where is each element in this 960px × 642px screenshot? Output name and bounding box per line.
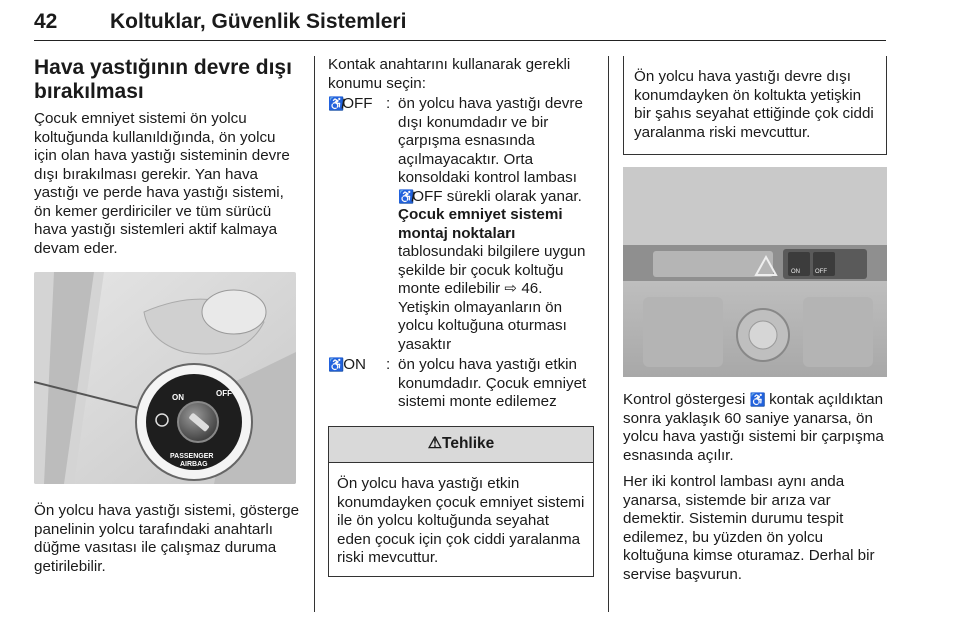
console-label-on: ON: [791, 269, 800, 275]
off-description-1: ön yolcu hava yastığı devre dışı konumdadır ve bir çarpışma esnasında açılmayacaktır. Orta konsoldaki kontrol lambası: [398, 95, 583, 186]
intro-paragraph: Çocuk emniyet sistemi ön yolcu koltuğunda kullanıldığında, ön yolcu için olan hava yastığı sisteminin devre dışı bırakılması gerekir. Yan hava yastığı ve perde hava yastığı sistemi, ön kemer gerdiriciler ve tüm sürücü hava yastığı sistemleri aktif kalmaya devam eder.: [34, 110, 290, 257]
photo-label-off: OFF: [216, 389, 232, 398]
indicator-text-a: Kontrol göstergesi: [623, 391, 746, 408]
column-divider-1: [314, 56, 315, 612]
page-number: 42: [34, 10, 58, 33]
indicator-paragraph: [623, 391, 887, 465]
column-2: [328, 56, 594, 577]
column-divider-2: [608, 56, 609, 612]
airbag-off-icon-inline: ♿̸: [398, 188, 413, 204]
page-ref-icon: ⇨: [504, 280, 518, 297]
console-indicator-photo: [623, 167, 887, 377]
photo-label-passenger: PASSENGER: [170, 453, 214, 460]
page-header: [34, 6, 886, 41]
off-page-ref: 46. Yetişkin olmayanların ön yolcu koltuğuna oturması yasaktır: [398, 280, 567, 353]
child-restraint-table-ref: Çocuk emniyet sistemi montaj noktaları: [398, 206, 563, 242]
malfunction-paragraph: Her iki kontrol lambası aynı anda yanarsa, sistemde bir arıza var demektir. Sistemin durumu tespit edilemez, bu yüzden ön yolcu koltuğuna kimse oturamaz. Derhal bir servise başvurun.: [623, 473, 875, 583]
off-description-2: OFF sürekli olarak yanar.: [412, 187, 582, 205]
definition-on: ♿ON : ön yolcu hava yastığı etkin konumdadır. Çocuk emniyet sistemi monte edilemez: [328, 356, 594, 412]
column-3: [623, 56, 887, 592]
airbag-on-icon: ♿: [328, 357, 344, 372]
position-lead: Kontak anahtarını kullanarak gerekli konumu seçin:: [328, 56, 571, 92]
danger-heading: [329, 427, 593, 464]
danger-text: Ön yolcu hava yastığı etkin konumdayken çocuk emniyet sistemi ile ön yolcu koltuğunda seyahat eden çocuk için çok ciddi yaralanma riski mevcuttur.: [337, 475, 585, 566]
photo-label-on: ON: [172, 393, 184, 402]
definition-off: ♿̸OFF : ön yolcu hava yastığı devre dışı konumdadır ve bir çarpışma esnasında açılmayacaktır. Orta konsoldaki kontrol lambası ♿̸OFF sürekli olarak yanar. Çocuk emniyet sistemi montaj noktaları tablosundaki bilgilere uygun şekilde bir çocuk koltuğu monte edilebilir ⇨ 46. Yetişkin olmayanların ön yolcu koltuğuna oturması yasaktır: [328, 95, 586, 353]
danger-title: Tehlike: [442, 434, 495, 452]
page-title: Koltuklar, Güvenlik Sistemleri: [110, 10, 407, 33]
airbag-off-icon: ♿̸: [328, 96, 343, 111]
photo-label-airbag: AIRBAG: [180, 461, 208, 468]
danger-box: [328, 426, 594, 577]
console-label-off: OFF: [815, 269, 827, 275]
photo-caption: Ön yolcu hava yastığı sistemi, gösterge panelinin yolcu tarafındaki anahtarlı düğme vasıtası ile çalışmaz duruma getirilebilir.: [34, 502, 300, 575]
airbag-on-icon-inline: ♿: [749, 392, 765, 407]
danger-continuation-box: [623, 56, 887, 155]
airbag-key-switch-photo: [34, 272, 296, 484]
off-term: OFF: [342, 95, 373, 112]
off-description-3: tablosundaki bilgilere uygun şekilde bir çocuk koltuğu monte edilebilir: [398, 243, 586, 297]
section-heading: Hava yastığının devre dışı bırakılması: [34, 56, 292, 103]
column-1: [34, 56, 302, 576]
on-term: ON: [343, 356, 366, 373]
indicator-text-b: kontak açıldıktan sonra yaklaşık 60 saniye yanarsa, ön yolcu hava yastığı sistemi bir çarpışma esnasında açılır.: [623, 391, 884, 464]
on-description: ön yolcu hava yastığı etkin konumdadır. Çocuk emniyet sistemi monte edilemez: [398, 356, 587, 410]
adult-seat-warning: Ön yolcu hava yastığı devre dışı konumdayken ön koltukta yetişkin bir şahıs seyahat ettiğinde çok ciddi yaralanma riski mevcuttur.: [634, 68, 874, 141]
warning-triangle-icon: ⚠: [427, 434, 443, 452]
